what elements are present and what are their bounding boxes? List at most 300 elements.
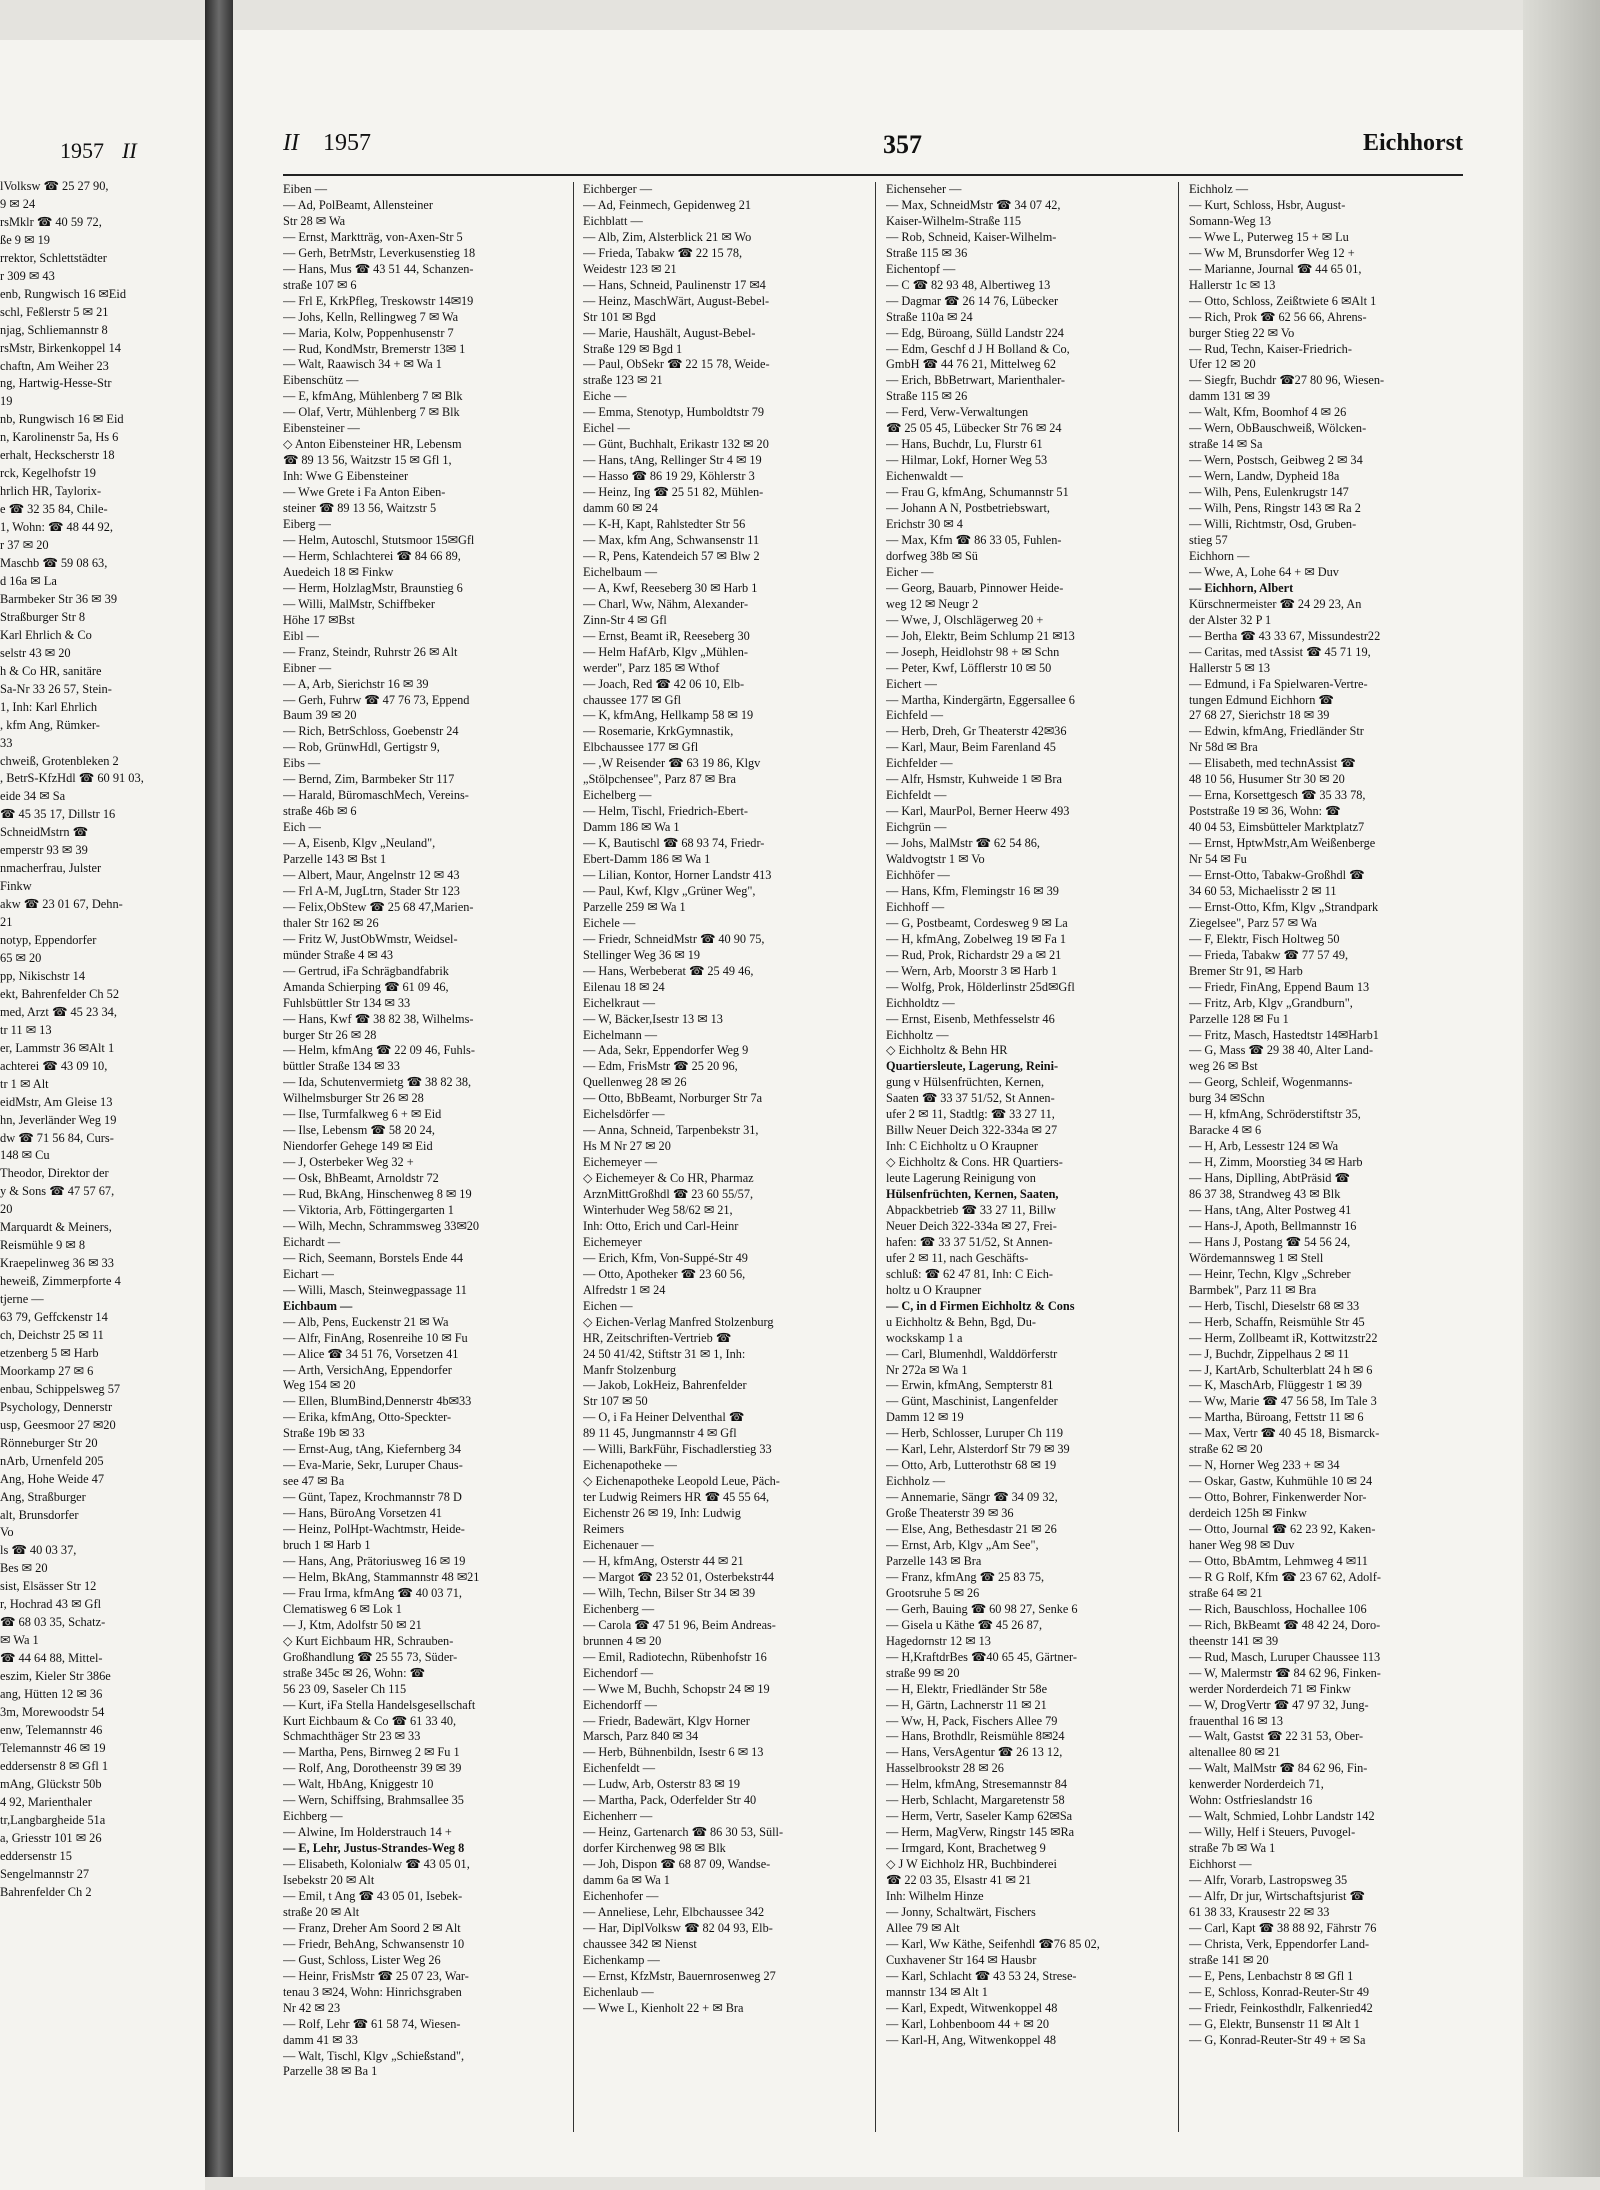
directory-entry-line: — Hans, Werbeberat ☎ 25 49 46, [583, 963, 754, 978]
directory-entry-line: Parzelle 259 ✉ Wa 1 [583, 899, 686, 914]
directory-entry-line: — Herb, Schaffn, Reismühle Str 45 [1189, 1314, 1365, 1329]
directory-entry-line: Reimers [583, 1522, 624, 1537]
directory-entry-line: — Hans, Diplling, AbtPräsid ☎ [1189, 1171, 1350, 1186]
directory-entry-line: Poststraße 19 ✉ 36, Wohn: ☎ [1189, 804, 1341, 819]
directory-entry-line: — Ad, PolBeamt, Allensteiner [283, 197, 433, 212]
directory-entry-line: — A, Arb, Sierichstr 16 ✉ 39 [283, 676, 429, 691]
directory-entry-line: — Fritz, Masch, Hastedtstr 14✉Harb1 [1189, 1027, 1379, 1042]
page-side: II [283, 130, 299, 156]
directory-entry-line: — A, Kwf, Reeseberg 30 ✉ Harb 1 [583, 580, 758, 595]
left-page-line: notyp, Eppendorfer [0, 933, 97, 948]
directory-entry-line: Kürschnermeister ☎ 24 29 23, An [1189, 596, 1362, 611]
directory-entry-line: Allee 79 ✉ Alt [886, 1920, 960, 1935]
directory-entry-line: Eiberg — [283, 517, 331, 532]
directory-entry-line: — Rud, Masch, Luruper Chaussee 113 [1189, 1649, 1381, 1664]
left-page-line: dw ☎ 71 56 84, Curs- [0, 1130, 114, 1145]
left-page-line: , kfm Ang, Rümker- [0, 717, 100, 732]
directory-entry-line: — Ernst, Beamt iR, Reeseberg 30 [583, 628, 750, 643]
directory-entry-line: chaussee 177 ✉ Gfl [583, 692, 682, 707]
directory-entry-line: — Willi, Masch, Steinwegpassage 11 [283, 1282, 467, 1297]
directory-entry-line: — Jonny, Schaltwärt, Fischers [886, 1904, 1036, 1919]
directory-entry-line: Eichfeld — [886, 708, 944, 723]
directory-entry-line: — Frieda, Tabakw ☎ 77 57 49, [1189, 947, 1349, 962]
directory-entry-line: — Ellen, BlumBind,Dennerstr 4b✉33 [283, 1394, 472, 1409]
directory-entry-line: u Eichholtz & Behn, Bgd, Du- [886, 1314, 1036, 1329]
directory-entry-line: — Rich, Bauschloss, Hochallee 106 [1189, 1601, 1367, 1616]
directory-entry-line: Eichart — [283, 1266, 334, 1281]
directory-entry-line: tenau 3 ✉24, Wohn: Hinrichsgraben [283, 1984, 462, 1999]
directory-entry-line: Niendorfer Gehege 149 ✉ Eid [283, 1139, 433, 1154]
directory-entry-line: — Erika, kfmAng, Otto-Speckter- [283, 1410, 452, 1425]
directory-entry-line: Inh: C Eichholtz u O Kraupner [886, 1139, 1038, 1154]
directory-entry-line: ◇ Eichen-Verlag Manfred Stolzenburg [583, 1314, 774, 1329]
directory-entry-line: see 47 ✉ Ba [283, 1474, 345, 1489]
directory-entry-line: burg 34 ✉Schn [1189, 1091, 1265, 1106]
directory-entry-line: schluß: ☎ 62 47 81, Inh: C Eich- [886, 1266, 1053, 1281]
directory-entry-line: Weidestr 123 ✉ 21 [583, 261, 677, 276]
directory-entry-line: theenstr 141 ✉ 39 [1189, 1633, 1279, 1648]
directory-entry-line: Eichert — [886, 676, 937, 691]
left-page-line: enw, Telemannstr 46 [0, 1722, 103, 1737]
directory-entry-line: straße 141 ✉ 20 [1189, 1952, 1269, 1967]
directory-entry-line: — Walt, Gastst ☎ 22 31 53, Ober- [1189, 1729, 1364, 1744]
page-year: 1957 [323, 130, 371, 156]
directory-entry-line: — Hans, tAng, Alter Postweg 41 [1189, 1203, 1352, 1217]
directory-entry-line: — H, Zimm, Moorstieg 34 ✉ Harb [1189, 1155, 1363, 1170]
left-page-line: tr,Langbargheide 51a [0, 1812, 106, 1827]
directory-entry-line: — Herb, Tischl, Dieselstr 68 ✉ 33 [1189, 1298, 1360, 1313]
directory-entry-line: werder", Parz 185 ✉ Wthof [583, 660, 720, 675]
directory-entry-line: — G, Postbeamt, Cordesweg 9 ✉ La [886, 915, 1068, 930]
left-page-line: Bes ✉ 20 [0, 1561, 48, 1576]
left-page-line: Sa-Nr 33 26 57, Stein- [0, 681, 112, 696]
directory-entry-line: — Walt, HbAng, Kniggestr 10 [283, 1777, 434, 1792]
directory-entry-line: Ziegelsee", Parz 57 ✉ Wa [1189, 915, 1317, 930]
directory-entry-line: — Dagmar ☎ 26 14 76, Lübecker [886, 293, 1059, 308]
directory-entry-line: Eichenhofer — [583, 1888, 659, 1903]
directory-entry-line: burger Str 26 ✉ 28 [283, 1027, 377, 1042]
directory-entry-line: Manfr Stolzenburg [583, 1362, 677, 1377]
directory-entry-line: — Paul, ObSekr ☎ 22 15 78, Weide- [583, 357, 770, 372]
directory-entry-line: 24 50 41/42, Stiftstr 31 ✉ 1, Inh: [583, 1346, 746, 1361]
directory-entry-line: ☎ 89 13 56, Waitzstr 15 ✉ Gfl 1, [283, 453, 452, 468]
directory-entry-line: — Otto, Schloss, Zeißtwiete 6 ✉Alt 1 [1189, 293, 1377, 308]
directory-entry-line: Eichelmann — [583, 1027, 658, 1042]
directory-entry-line: — Hans, Ang, Prätoriusweg 16 ✉ 19 [283, 1553, 466, 1568]
directory-entry-line: — Otto, BbAmtm, Lehmweg 4 ✉11 [1189, 1553, 1368, 1568]
directory-entry-line: ter Ludwig Reimers HR ☎ 45 55 64, [583, 1490, 770, 1505]
directory-entry-line: — Rud, BkAng, Hinschenweg 8 ✉ 19 [283, 1187, 472, 1202]
directory-entry-line: — H, Gärtn, Lachnerstr 11 ✉ 21 [886, 1697, 1047, 1712]
left-page-line: chaftn, Am Weiher 23 [0, 358, 109, 373]
left-page-line: rsMklr ☎ 40 59 72, [0, 214, 102, 229]
left-page-line: pp, Nikischstr 14 [0, 968, 86, 983]
directory-entry-line: — Gerh, Fuhrw ☎ 47 76 73, Eppend [283, 692, 470, 707]
directory-page [233, 30, 1523, 2177]
directory-entry-line: — J, Buchdr, Zippelhaus 2 ✉ 11 [1189, 1346, 1350, 1361]
directory-entry-line: — J, KartArb, Schulterblatt 24 h ✉ 6 [1189, 1362, 1373, 1377]
directory-entry-line: — Ww, H, Pack, Fischers Allee 79 [886, 1713, 1058, 1728]
directory-entry-line: Auedeich 18 ✉ Finkw [283, 564, 394, 579]
directory-entry-line: — W, Bäcker,Isestr 13 ✉ 13 [583, 1011, 723, 1026]
directory-entry-line: — F, Elektr, Fisch Holtweg 50 [1189, 931, 1340, 946]
directory-entry-line: — Gust, Schloss, Lister Weg 26 [283, 1952, 441, 1967]
directory-entry-line: — Johs, MalMstr ☎ 62 54 86, [886, 836, 1041, 851]
left-page-line: selstr 43 ✉ 20 [0, 645, 71, 660]
directory-entry-line: — Ernst-Otto, Kfm, Klgv „Strandpark [1189, 899, 1379, 914]
directory-entry-line: Eichenapotheke — [583, 1458, 677, 1473]
directory-entry-line: Damm 12 ✉ 19 [886, 1410, 964, 1425]
directory-entry-line: — Edg, Büroang, Sülld Landstr 224 [886, 325, 1064, 340]
directory-entry-line: — ,W Reisender ☎ 63 19 86, Klgv [583, 756, 761, 771]
directory-entry-line: Hallerstr 1c ✉ 13 [1189, 277, 1276, 292]
directory-entry-line: Grootsruhe 5 ✉ 26 [886, 1585, 980, 1600]
directory-entry-line: — E, Schloss, Konrad-Reuter-Str 49 [1189, 1984, 1370, 1999]
directory-entry-line: tungen Edmund Eichhorn ☎ [1189, 692, 1334, 707]
directory-entry-line: — Alfr, Vorarb, Lastropsweg 35 [1189, 1873, 1348, 1888]
directory-entry-line: — Frl E, KrkPfleg, Treskowstr 14✉19 [283, 293, 474, 308]
running-keyword: Eichhorst [1362, 130, 1463, 156]
left-page-line: eddersenstr 8 ✉ Gfl 1 [0, 1758, 109, 1773]
directory-entry-line: — Hans, VersAgentur ☎ 26 13 12, [886, 1745, 1063, 1760]
directory-entry-line: — Hans J, Postang ☎ 54 56 24, [1189, 1234, 1351, 1249]
directory-entry-line: — Wwe, A, Lohe 64 + ✉ Duv [1189, 564, 1339, 579]
directory-entry-line: Eichbaum — [283, 1298, 353, 1313]
left-page-line: rsMstr, Birkenkoppel 14 [0, 340, 121, 355]
left-page-line: eszim, Kieler Str 386e [0, 1669, 111, 1684]
directory-entry-line: Eichemeyer — [583, 1155, 658, 1170]
directory-entry-line: derdeich 125h ✉ Finkw [1189, 1506, 1307, 1521]
left-page-line: Finkw [0, 879, 32, 894]
directory-entry-line: leute Lagerung Reinigung von [886, 1171, 1036, 1186]
left-page-line: ch, Deichstr 25 ✉ 11 [0, 1328, 104, 1342]
directory-entry-line: HR, Zeitschriften-Vertrieb ☎ [583, 1330, 732, 1345]
directory-entry-line: — G, Elektr, Bunsenstr 11 ✉ Alt 1 [1189, 2016, 1360, 2031]
directory-entry-line: — Willi, Richtmstr, Osd, Gruben- [1189, 517, 1357, 532]
directory-entry-line: — Edm, Geschf d J H Bolland & Co, [886, 341, 1070, 356]
directory-entry-line: Saaten ☎ 33 37 51/52, St Annen- [886, 1091, 1055, 1106]
directory-entry-line: — Herb, Schlacht, Margaretenstr 58 [886, 1793, 1065, 1808]
directory-entry-line: — Georg, Schleif, Wogenmanns- [1189, 1075, 1353, 1090]
directory-entry-line: — Albert, Maur, Angelnstr 12 ✉ 43 [283, 867, 460, 882]
directory-entry-line: werder Norderdeich 71 ✉ Finkw [1189, 1681, 1351, 1696]
entry-columns [283, 182, 1513, 2142]
left-page-line: tr 1 ✉ Alt [0, 1076, 49, 1091]
column-divider [1178, 182, 1179, 2132]
directory-entry-line: Höhe 17 ✉Bst [283, 612, 355, 627]
left-page-line: enbau, Schippelsweg 57 [0, 1381, 121, 1396]
directory-entry-line: Eichholdtz — [886, 995, 955, 1010]
directory-entry-line: münder Straße 4 ✉ 43 [283, 947, 394, 962]
left-page-line: med, Arzt ☎ 45 23 34, [0, 1004, 117, 1019]
directory-entry-line: Barmbek", Parz 11 ✉ Bra [1189, 1282, 1317, 1297]
directory-entry-line: — Ernst, KfzMstr, Bauernrosenweg 27 [583, 1968, 776, 1983]
left-page-line: nArb, Urnenfeld 205 [0, 1453, 104, 1468]
directory-entry-line: GmbH ☎ 44 76 21, Mittelweg 62 [886, 357, 1057, 372]
directory-entry-line: — Edmund, i Fa Spielwaren-Vertre- [1189, 676, 1368, 691]
directory-entry-line: — Rich, BetrSchloss, Goebenstr 24 [283, 724, 459, 739]
left-page-line: tr 11 ✉ 13 [0, 1022, 52, 1037]
directory-entry-line: — Charl, Ww, Nähm, Alexander- [583, 596, 749, 611]
directory-entry-line: Hasselbrookstr 28 ✉ 26 [886, 1761, 1004, 1776]
directory-entry-line: — Ernst, Marktträg, von-Axen-Str 5 [283, 229, 463, 244]
directory-entry-line: ◇ Eichholtz & Cons. HR Quartiers- [886, 1155, 1063, 1170]
directory-entry-line: — Alfr, FinAng, Rosenreihe 10 ✉ Fu [283, 1330, 468, 1345]
directory-entry-line: — Frieda, Tabakw ☎ 22 15 78, [583, 245, 743, 260]
directory-entry-line: — Otto, Apotheker ☎ 23 60 56, [583, 1266, 746, 1281]
directory-entry-line: Erichstr 30 ✉ 4 [886, 517, 963, 532]
directory-entry-line: — Ernst-Otto, Tabakw-Großhdl ☎ [1189, 867, 1365, 882]
directory-entry-line: damm 60 ✉ 24 [583, 501, 658, 516]
directory-entry-line: — Helm, BkAng, Stammannstr 48 ✉21 [283, 1569, 480, 1584]
directory-entry-line: — Ida, Schutenvermietg ☎ 38 82 38, [283, 1075, 472, 1090]
directory-entry-line: Eichenberg — [583, 1601, 655, 1616]
directory-entry-line: Eiben — [283, 182, 328, 196]
left-page-year: 1957 [60, 138, 104, 163]
directory-entry-line: Wohn: Ostfrieslandstr 16 [1189, 1793, 1313, 1808]
left-page-line: r 309 ✉ 43 [0, 268, 55, 283]
directory-entry-line: — Herb, Schlosser, Luruper Ch 119 [886, 1426, 1063, 1441]
directory-entry-line: — Wilh, Techn, Bilser Str 34 ✉ 39 [583, 1585, 756, 1600]
left-page-line: ☎ 45 35 17, Dillstr 16 [0, 807, 116, 822]
directory-entry-line: Inh: Wilhelm Hinze [886, 1888, 984, 1903]
directory-entry-line: — Willi, MalMstr, Schiffbeker [283, 596, 435, 611]
directory-entry-line: Zinn-Str 4 ✉ Gfl [583, 612, 667, 627]
directory-entry-line: Marsch, Parz 840 ✉ 34 [583, 1729, 699, 1744]
directory-entry-line: — Hans, Mus ☎ 43 51 44, Schanzen- [283, 261, 474, 276]
directory-entry-line: Eichelbaum — [583, 564, 658, 579]
left-page-line: 65 ✉ 20 [0, 950, 42, 965]
directory-entry-line: — Karl, Ww Käthe, Seifenhdl ☎76 85 02, [886, 1936, 1100, 1951]
directory-entry-line: — Walt, MalMstr ☎ 84 62 96, Fin- [1189, 1761, 1368, 1776]
directory-entry-line: — Rud, KondMstr, Bremerstr 13✉ 1 [283, 341, 466, 356]
directory-entry-line: — Peter, Kwf, Löfflerstr 10 ✉ 50 [886, 660, 1052, 675]
left-page-line: 1, Wohn: ☎ 48 44 92, [0, 520, 113, 535]
directory-entry-line: straße 345c ✉ 26, Wohn: ☎ [283, 1665, 425, 1680]
directory-entry-line: — Herm, Zollbeamt iR, Kottwitzstr22 [1189, 1330, 1378, 1345]
directory-entry-line: — Günt, Buchhalt, Erikastr 132 ✉ 20 [583, 437, 769, 452]
page-number: 357 [883, 130, 922, 159]
directory-entry-line: Somann-Weg 13 [1189, 213, 1272, 228]
left-page-line: , BetrS-KfzHdl ☎ 60 91 03, [0, 771, 144, 786]
directory-entry-line: — Joseph, Heidlohstr 98 + ✉ Schn [886, 644, 1060, 659]
directory-entry-line: ufer 2 ✉ 11, Stadtlg: ☎ 33 27 11, [886, 1107, 1055, 1122]
left-page-line: Sengelmannstr 27 [0, 1866, 90, 1881]
directory-entry-line: Abpackbetrieb ☎ 33 27 11, Billw [886, 1203, 1056, 1217]
directory-entry-line: gung v Hülsenfrüchten, Kernen, [886, 1075, 1045, 1090]
directory-entry-line: — G, Mass ☎ 29 38 40, Alter Land- [1189, 1043, 1374, 1058]
directory-entry-line: Stellinger Weg 36 ✉ 19 [583, 947, 701, 962]
left-page-line: Rönneburger Str 20 [0, 1435, 98, 1450]
directory-entry-line: — Herb, Bühnenbildn, Isestr 6 ✉ 13 [583, 1745, 764, 1760]
directory-entry-line: — Maria, Kolw, Poppenhusenstr 7 [283, 325, 454, 340]
directory-entry-line: — Alwine, Im Holderstrauch 14 + [283, 1825, 452, 1840]
directory-entry-line: — Otto, Journal ☎ 62 23 92, Kaken- [1189, 1522, 1376, 1537]
directory-entry-line: — Heinr, Techn, Klgv „Schreber [1189, 1266, 1351, 1281]
directory-entry-line: — Erich, BbBetrwart, Marienthaler- [886, 373, 1066, 388]
directory-entry-line: — Ww M, Brunsdorfer Weg 12 + [1189, 245, 1355, 260]
directory-entry-line: Eichenkamp — [583, 1952, 660, 1967]
directory-entry-line: — Martha, Büroang, Fettstr 11 ✉ 6 [1189, 1410, 1364, 1425]
directory-entry-line: dorfer Kirchenweg 98 ✉ Blk [583, 1841, 726, 1856]
directory-entry-line: Eichholtz — [886, 1027, 949, 1042]
directory-entry-line: — Ilse, Turmfalkweg 6 + ✉ Eid [283, 1107, 442, 1122]
left-page-line: erhalt, Heckscherstr 18 [0, 448, 115, 463]
left-page-line: Ang, Hohe Weide 47 [0, 1471, 105, 1486]
directory-entry-line: — Ernst, Eisenb, Methfesselstr 46 [886, 1011, 1055, 1026]
directory-entry-line: — H, kfmAng, Zobelweg 19 ✉ Fa 1 [886, 931, 1067, 946]
left-page-line: 1, Inh: Karl Ehrlich [0, 699, 98, 714]
left-page-line: ls ☎ 40 03 37, [0, 1543, 77, 1558]
directory-entry-line: Eichenseher — [886, 182, 962, 196]
directory-entry-line: — Joh, Elektr, Beim Schlump 21 ✉13 [886, 628, 1075, 643]
directory-entry-line: Kurt Eichbaum & Co ☎ 61 33 40, [283, 1713, 457, 1728]
directory-entry-line: — Marie, Haushält, August-Bebel- [583, 325, 756, 340]
directory-entry-line: — Karl, Expedt, Witwenkoppel 48 [886, 2000, 1058, 2015]
directory-entry-line: — Ernst, HptwMstr,Am Weißenberge [1189, 836, 1376, 851]
directory-entry-line: burger Stieg 22 ✉ Vo [1189, 325, 1295, 340]
directory-entry-line: Großhandlung ☎ 25 55 73, Süder- [283, 1649, 458, 1664]
directory-entry-line: — E, kfmAng, Mühlenberg 7 ✉ Blk [283, 389, 463, 404]
directory-entry-line: — W, Malermstr ☎ 84 62 96, Finken- [1189, 1665, 1381, 1680]
column-1 [283, 182, 561, 2142]
directory-entry-line: — R G Rolf, Kfm ☎ 23 67 62, Adolf- [1189, 1569, 1381, 1584]
column-divider [875, 182, 876, 2132]
left-page-line: 19 [0, 394, 13, 409]
left-page-line: emperstr 93 ✉ 39 [0, 843, 88, 858]
directory-entry-line: ☎ 22 03 35, Elsastr 41 ✉ 21 [886, 1873, 1032, 1888]
directory-entry-line: Bremer Str 91, ✉ Harb [1189, 963, 1303, 978]
directory-entry-line: — Hans, Schneid, Paulinenstr 17 ✉4 [583, 277, 766, 292]
directory-entry-line: Inh: Wwe G Eibensteiner [283, 469, 409, 484]
directory-entry-line: — Siegfr, Buchdr ☎27 80 96, Wiesen- [1189, 373, 1385, 388]
left-page-line: alt, Brunsdorfer [0, 1507, 79, 1522]
directory-entry-line: — H, Elektr, Friedländer Str 58e [886, 1681, 1048, 1696]
directory-entry-line: — E, Lehr, Justus-Strandes-Weg 8 [283, 1841, 465, 1856]
directory-entry-line: — Hilmar, Lokf, Horner Weg 53 [886, 453, 1048, 468]
directory-entry-line: — Hans, Brothdlr, Reismühle 8✉24 [886, 1729, 1065, 1744]
directory-entry-line: — Willy, Helf i Steuers, Puvogel- [1189, 1825, 1356, 1840]
directory-entry-line: — Christa, Verk, Eppendorfer Land- [1189, 1936, 1370, 1951]
left-page-line: Straßburger Str 8 [0, 609, 86, 624]
directory-entry-line: ◇ Eichenapotheke Leopold Leue, Päch- [583, 1474, 780, 1489]
directory-entry-line: — Alfr, Dr jur, Wirtschaftsjurist ☎ [1189, 1888, 1365, 1903]
directory-entry-line: Eibl — [283, 628, 319, 643]
directory-entry-line: ◇ Kurt Eichbaum HR, Schrauben- [283, 1633, 454, 1648]
directory-entry-line: — C ☎ 82 93 48, Albertiweg 13 [886, 277, 1051, 292]
directory-entry-line: Ebert-Damm 186 ✉ Wa 1 [583, 852, 711, 867]
directory-entry-line: — Max, kfm Ang, Schwansenstr 11 [583, 532, 760, 547]
directory-entry-line: — Rob, GrünwHdl, Gertigstr 9, [283, 740, 440, 755]
directory-entry-line: thaler Str 162 ✉ 26 [283, 915, 379, 930]
directory-entry-line: — Rud, Prok, Richardstr 29 a ✉ 21 [886, 947, 1062, 962]
directory-entry-line: — W, DrogVertr ☎ 47 97 32, Jung- [1189, 1697, 1369, 1712]
directory-entry-line: — Martha, Pens, Birnweg 2 ✉ Fu 1 [283, 1745, 460, 1760]
directory-entry-line: ArznMittGroßhdl ☎ 23 60 55/57, [583, 1187, 754, 1202]
left-page-line: ☎ 68 03 35, Schatz- [0, 1615, 106, 1630]
directory-entry-line: ◇ Eichholtz & Behn HR [886, 1043, 1008, 1058]
left-page-line: rrektor, Schlettstädter [0, 250, 107, 265]
directory-entry-line: — J, Ktm, Adolfstr 50 ✉ 21 [283, 1617, 422, 1632]
directory-entry-line: Eichenherr — [583, 1809, 653, 1824]
directory-entry-line: Eichel — [583, 421, 630, 436]
left-page-line: 148 ✉ Cu [0, 1148, 50, 1163]
left-page-line: Bahrenfelder Ch 2 [0, 1884, 92, 1899]
directory-entry-line: Eichelberg — [583, 788, 652, 803]
directory-entry-line: Eichgrün — [886, 820, 947, 835]
directory-entry-line: Weg 154 ✉ 20 [283, 1378, 356, 1393]
directory-entry-line: Eichele — [583, 915, 636, 930]
left-page-line: rck, Kegelhofstr 19 [0, 466, 96, 481]
left-page-line: 63 79, Geffckenstr 14 [0, 1310, 108, 1325]
directory-entry-line: Nr 272a ✉ Wa 1 [886, 1362, 968, 1377]
left-page-line: njag, Schliemannstr 8 [0, 322, 108, 337]
left-page-line: lVolksw ☎ 25 27 90, [0, 179, 109, 193]
directory-entry-line: — Wern, ObBauschweiß, Wölcken- [1189, 421, 1367, 436]
directory-entry-line: — Rosemarie, KrkGymnastik, [583, 724, 734, 739]
directory-entry-line: Eichenfeldt — [583, 1761, 656, 1776]
directory-entry-line: — Helm HafArb, Klgv „Mühlen- [583, 644, 748, 659]
left-page-line: nb, Rungwisch 16 ✉ Eid [0, 412, 124, 427]
directory-entry-line: Parzelle 143 ✉ Bst 1 [283, 852, 387, 867]
directory-entry-line: Schmachthäger Str 23 ✉ 33 [283, 1729, 421, 1744]
directory-entry-line: — K, MaschArb, Flüggestr 1 ✉ 39 [1189, 1378, 1362, 1393]
directory-entry-line: — Friedr, BehAng, Schwansenstr 10 [283, 1936, 465, 1951]
left-page-line: eidMstr, Am Gleise 13 [0, 1094, 113, 1109]
directory-entry-line: — Carola ☎ 47 51 96, Beim Andreas- [583, 1617, 776, 1632]
left-page-line: r, Hochrad 43 ✉ Gfl [0, 1597, 102, 1612]
left-page-line: enb, Rungwisch 16 ✉Eid [0, 286, 127, 301]
directory-entry-line: — Rich, BkBeamt ☎ 48 42 24, Doro- [1189, 1617, 1381, 1632]
directory-entry-line: — J, Osterbeker Weg 32 + [283, 1155, 414, 1170]
directory-entry-line: Eichholz — [886, 1474, 946, 1489]
directory-entry-line: Hagedornstr 12 ✉ 13 [886, 1633, 991, 1648]
directory-entry-line: — Gerh, BetrMstr, Leverkusenstieg 18 [283, 245, 476, 260]
directory-entry-line: — E, Pens, Lenbachstr 8 ✉ Gfl 1 [1189, 1968, 1354, 1983]
left-page-line: ang, Hütten 12 ✉ 36 [0, 1687, 103, 1702]
directory-entry-line: Eichelkraut — [583, 995, 656, 1010]
directory-entry-line: — Felix,ObStew ☎ 25 68 47,Marien- [283, 899, 474, 914]
directory-entry-line: — Friedr, Feinkosthdlr, Falkenried42 [1189, 2000, 1373, 2015]
left-page-line: hrlich HR, Taylorix- [0, 484, 102, 499]
directory-entry-line: — Karl, MaurPol, Berner Heerw 493 [886, 804, 1070, 819]
directory-entry-line: — Hans, Buchdr, Lu, Flurstr 61 [886, 437, 1043, 452]
left-page-line: ✉ Wa 1 [0, 1633, 39, 1648]
directory-entry-line: — Johs, Kelln, Rellingweg 7 ✉ Wa [283, 309, 459, 324]
left-page-line: Kraepelinweg 36 ✉ 33 [0, 1256, 114, 1271]
left-page-roman: II [122, 138, 137, 163]
directory-entry-line: Isebekstr 20 ✉ Alt [283, 1873, 375, 1888]
directory-entry-line: — H,KraftdrBes ☎40 65 45, Gärtner- [886, 1649, 1077, 1664]
directory-entry-line: Eichfelder — [886, 756, 953, 771]
directory-entry-line: — Walt, Tischl, Klgv „Schießstand", [283, 2048, 465, 2063]
directory-entry-line: — Martha, Kindergärtn, Eggersallee 6 [886, 692, 1075, 707]
directory-entry-line: — R, Pens, Katendeich 57 ✉ Blw 2 [583, 548, 760, 563]
directory-entry-line: Ufer 12 ✉ 20 [1189, 357, 1256, 372]
directory-entry-line: — Wern, Arb, Moorstr 3 ✉ Harb 1 [886, 963, 1058, 978]
directory-entry-line: kenwerder Norderdeich 71, [1189, 1777, 1324, 1792]
directory-entry-line: — Wwe M, Buchh, Schopstr 24 ✉ 19 [583, 1681, 770, 1696]
directory-entry-line: frauenthal 16 ✉ 13 [1189, 1713, 1283, 1728]
directory-entry-line: — Joh, Dispon ☎ 68 87 09, Wandse- [583, 1857, 771, 1872]
directory-entry-line: ◇ J W Eichholz HR, Buchbinderei [886, 1857, 1057, 1872]
directory-entry-line: — Max, Kfm ☎ 86 33 05, Fuhlen- [886, 532, 1062, 547]
directory-entry-line: — Gertrud, iFa Schrägbandfabrik [283, 963, 449, 978]
header-rule [283, 174, 1463, 176]
directory-entry-line: — Alb, Zim, Alsterblick 21 ✉ Wo [583, 229, 752, 244]
directory-entry-line: — Elisabeth, Kolonialw ☎ 43 05 01, [283, 1857, 470, 1872]
directory-entry-line: — Emil, t Ang ☎ 43 05 01, Isebek- [283, 1888, 463, 1903]
